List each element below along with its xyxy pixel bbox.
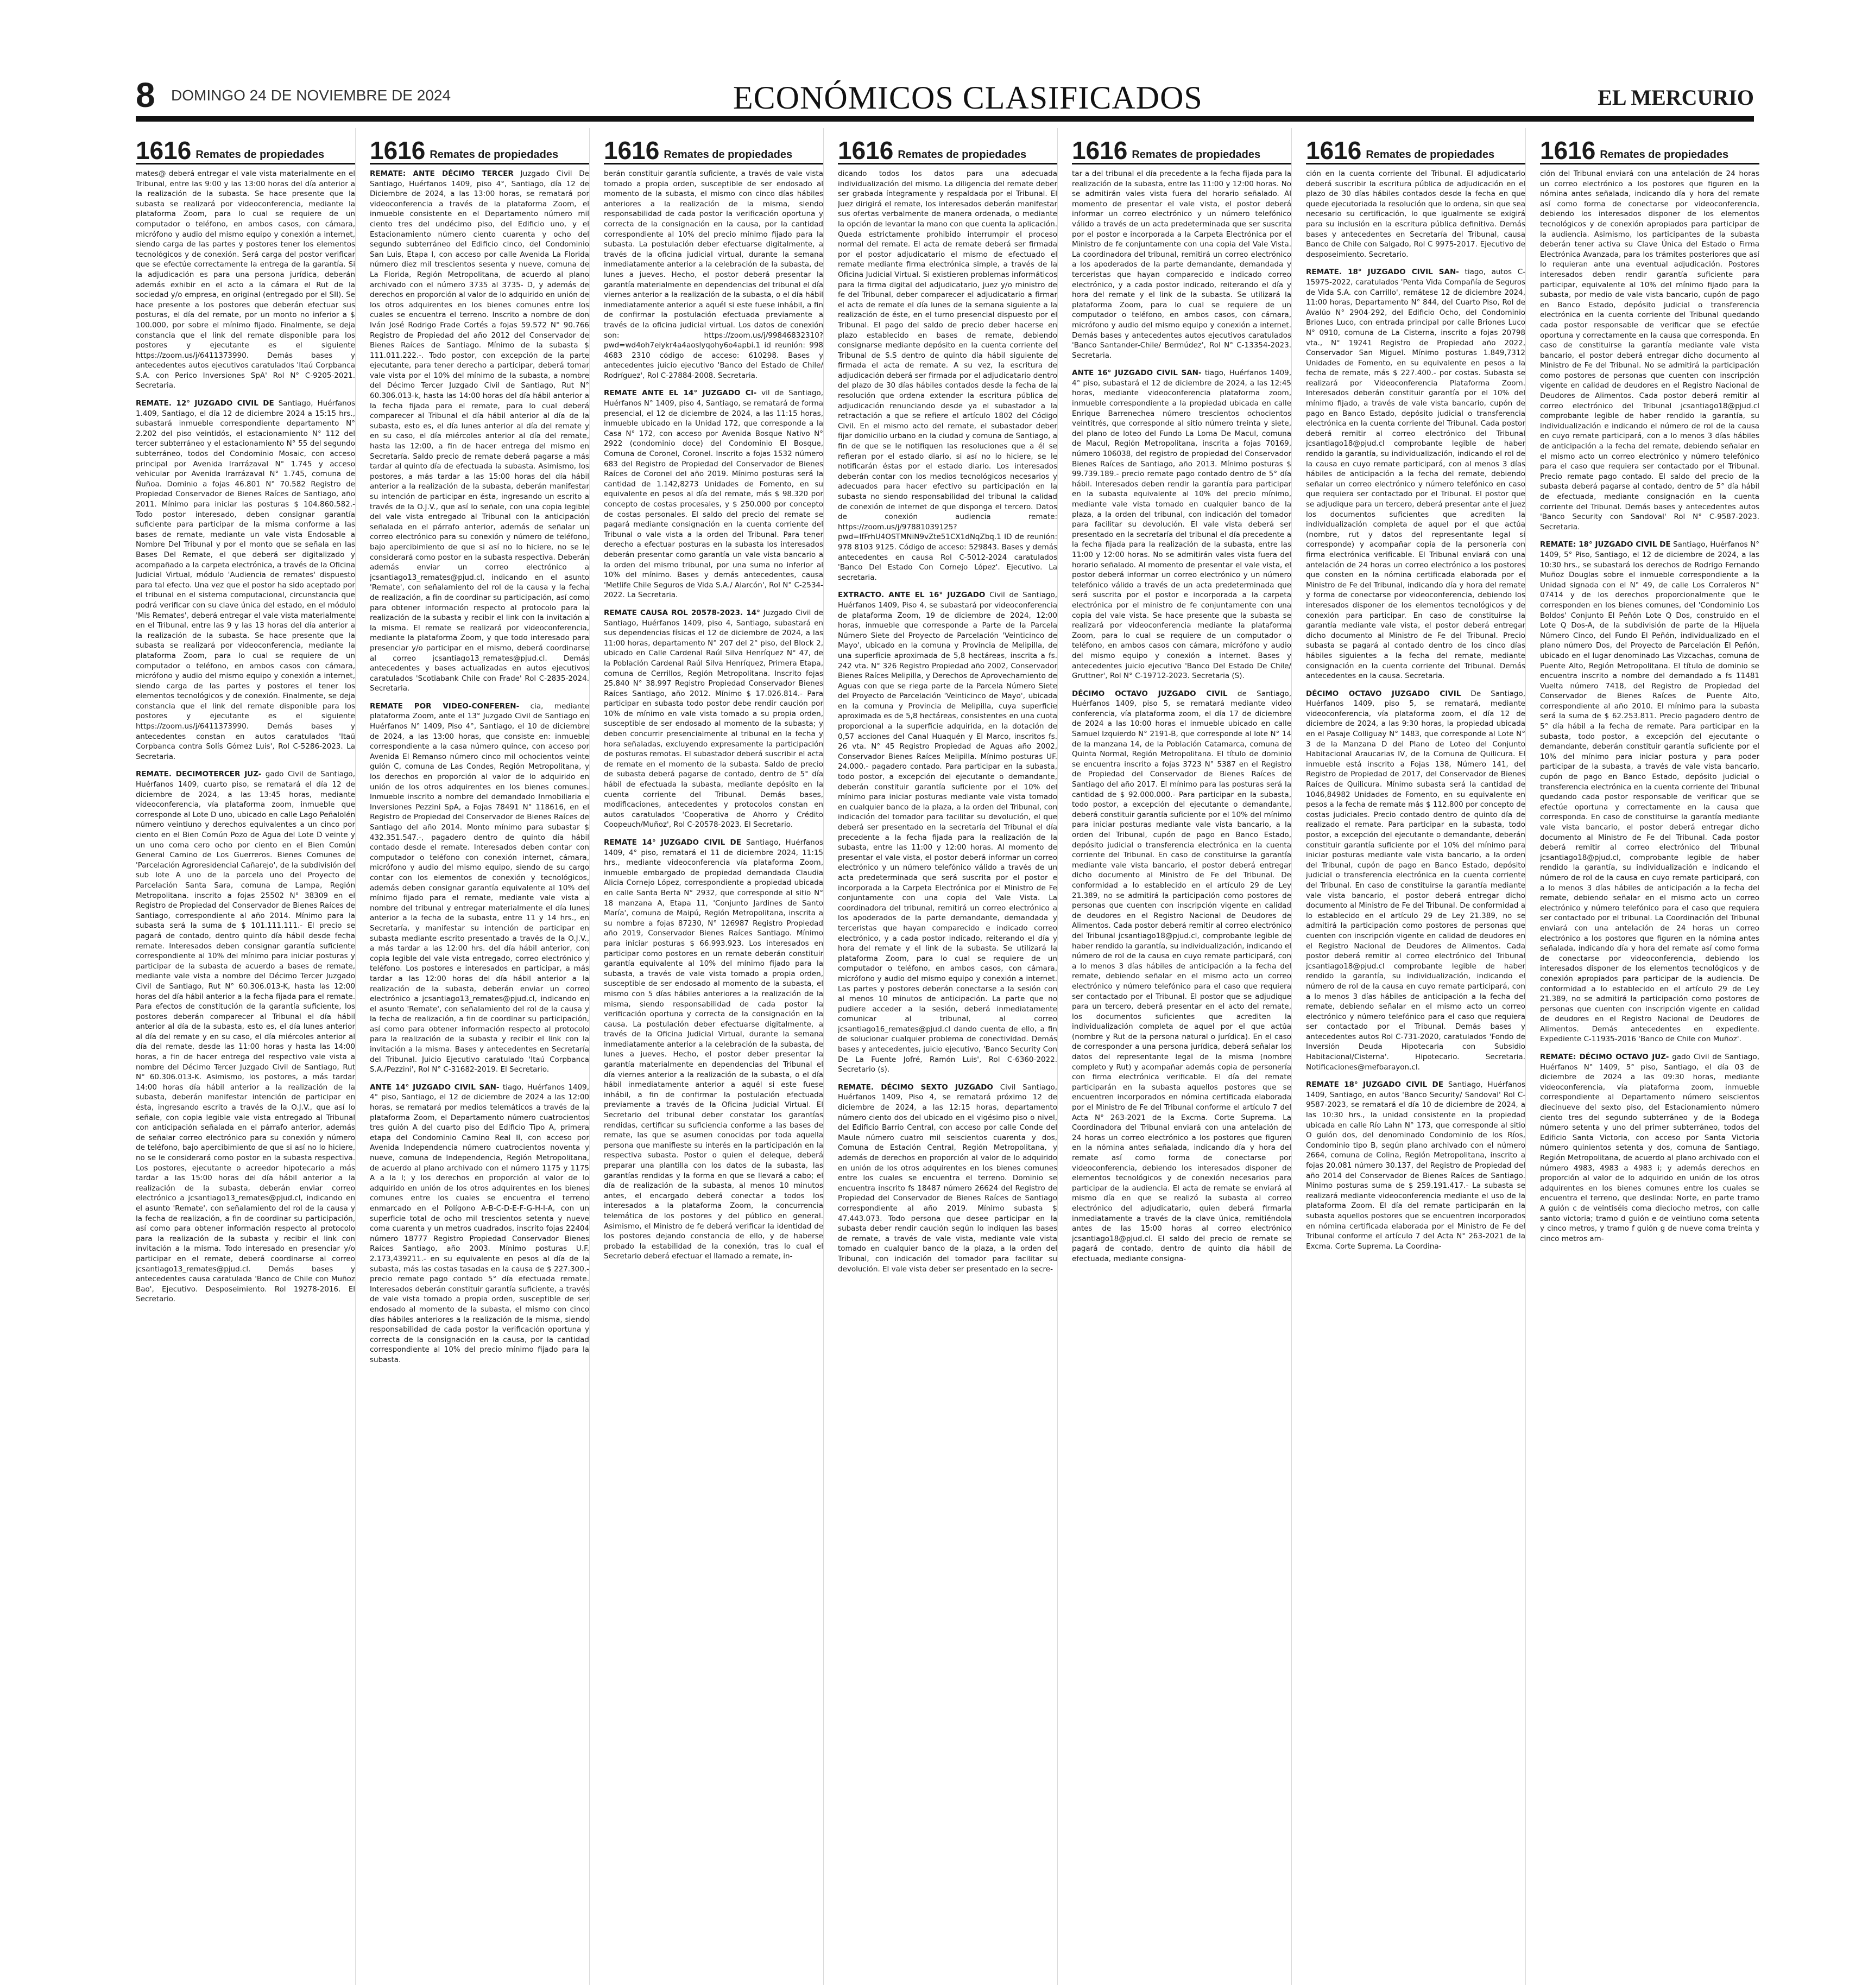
ad-body: cia, mediante plataforma Zoom, ante el 13° Juzgado Civil de Santiago en Huérfanos N° 1409, Piso 4°, Santiago, el 10 de diciembre de 2024, a las 13:00 horas, que consiste en: inmueble correspondiente a la casa número quince, con acceso por Avenida El Remanso número cinco mil ochocientos veinte guión C, comuna de Las Condes, Región Metropolitana, y los derechos en proporción al valor de lo adquirido en unión de los otros adquirentes en los bienes comunes. Inmueble inscrito a nombre del demandado Inmobiliaria e Inversiones Pezzini SpA, a Fojas 78491 N° 118616, en el Registro de Propiedad del Conservador de Bienes Raíces de Santiago del año 2014. Monto mínimo para subastar $ 432.351.547.-, pagadero dentro de quinto día hábil contado desde el remate. Interesados deben contar con computador o teléfono con conexión internet, cámara, micrófono y audio del mismo equipo, siendo de su cargo contar con los elementos de conexión y tecnológicos, además deben consignar garantía equivalente al 10% del mínimo fijado para el remate, mediante vale vista a nombre del tribunal y entregar materialmente el día lunes anterior a la fecha de la subasta, entre 11 y 14 hrs., en Secretaría, y manifestar su intención de participar en subasta mediante escrito presentado a través de la O.J.V., a más tardar a las 12:00 hrs. del día hábil anterior, con copia legible del vale vista entregado, correo electrónico y teléfono. Los postores e interesados en participar, a más tardar a las 12:00 horas del día hábil anterior a la realización de la subasta, deberán enviar un correo electrónico a jcsantiago13_remates@pjud.cl, indicando en el asunto 'Remate', con señalamiento del rol de la causa y la fecha de realización, a fin de coordinar su participación, así como para obtener información respecto al protocolo para la realización de la subasta y recibir el link con la invitación a la misma. Bases y antecedentes en Secretaría del Tribunal. Juicio Ejecutivo caratulado 'Itaú Corpbanca S.A./Pezzini', Rol N° C-31682-2019. El Secretario. xyxy=(370,701,590,1074)
classified-ad xyxy=(370,1082,589,1365)
column-header xyxy=(136,128,355,164)
ad-body: Juzgado Civil de Santiago, Huérfanos 1409, piso 4, Santiago, subastará en sus dependencias físicas el 12 de diciembre de 2024, a las 11:00 horas, departamento N° 207 del 2° piso, del Block 2, ubicado en Calle Cardenal Raúl Silva Henríquez N° 47, de la Población Cardenal Raúl Silva Henríquez, Primera Etapa, comuna de Cerrillos, Región Metropolitana. Inscrito fojas 25.840 N° 38.997 Registro Propiedad Conservador Bienes Raíces Santiago, año 2012. Mínimo $ 17.026.814.- Para participar en subasta todo postor debe rendir caución por 10% de mínimo en vale vista tomado a su propia orden, susceptible de ser endosado al momento de la subasta; y deben concurrir presencialmente al tribunal en la fecha y hora señaladas, excluyendo expresamente la participación de posturas remotas. El subastador deberá suscribir el acta de remate en el momento de la subasta. Saldo de precio de subasta deberá pagarse de contado, dentro de 5° día hábil de efectuada la subasta, mediante depósito en la cuenta corriente del Tribunal. Demás bases, modificaciones, antecedentes y protocolos constan en autos caratulados 'Cooperativa de Ahorro y Crédito Coopeuch/Muñoz', Rol C-20578-2023. El Secretario. xyxy=(604,608,824,830)
classified-ad xyxy=(136,169,355,391)
section-label: Remates de propiedades xyxy=(1366,149,1495,161)
section-code: 1616 xyxy=(1072,136,1128,164)
newspaper-brand: EL MERCURIO xyxy=(1598,85,1754,110)
column-header xyxy=(370,128,589,164)
ad-body: ción en la cuenta corriente del Tribunal. El adjudicatario deberá suscribir la escritura pública de adjudicación en el plazo de 30 días hábiles contados desde la fecha en que quede ejecutoriada la resolución que lo ordena, sin que sea necesario su certificación, lo que igualmente se exigirá para su inclusión en la escritura pública definitiva. Demás bases y antecedentes en Secretaría del Tribunal, causa Banco de Chile con Salgado, Rol C 9975-2017. Ejecutivo de desposeimiento. Secretario. xyxy=(1306,169,1525,259)
ad-body: Civil de Santiago, Huérfanos 1409, Piso 4, se subastará por videoconferencia de plataforma Zoom, 19 de diciembre de 2024, 12:00 horas, inmueble que corresponde a Parte de la Parcela Número Siete del Proyecto de Parcelación 'Veinticinco de Mayo', ubicado en la comuna y Provincia de Melipilla, de una superficie aproximada de 5,8 hectáreas, inscrita a fs. 242 vta. N° 326 Registro Propiedad año 2002, Conservador Bienes Raíces Melipilla, y Derechos de Aprovechamiento de Aguas con que se riega parte de la Parcela Número Siete del Proyecto de Parcelación 'Veinticinco de Mayo', ubicada en la comuna y Provincia de Melipilla, cuya superficie aproximada es de 5,8 hectáreas, consistentes en una cuota proporcional a la superficie adquirida, en la dotación de 0,57 acciones del Canal Huaquén y El Marco, inscritos fs. 26 vta. N° 45 Registro Propiedad de Aguas año 2002, Conservador Bienes Raíces Melipilla. Mínimo posturas UF. 24.000.- pagadero contado. Para participar en la subasta, todo postor, a excepción del ejecutante o demandante, deberán constituir garantía suficiente por el 10% del mínimo para iniciar posturas mediante vale vista tomado en cualquier banco de la plaza, a la orden del Tribunal, con indicación del tomador para facilitar su devolución, el que deberá ser presentado en la secretaría del Tribunal el día precedente a la fecha fijada para la realización de la subasta, entre las 11:00 y 12:00 horas. Al momento de presentar el vale vista, el postor deberá informar un correo electrónico y un número telefónico válido a través de un acta predeterminada que será suscrita por el postor e incorporada a la Carpeta Electrónica por el Ministro de Fe conjuntamente con una copia del Vale Vista. La coordinadora del tribunal, remitirá un correo electrónico a los apoderados de la parte demandante, demandada y terceristas que hayan comparecido e indicado correo electrónico, y a cada postor indicado, reiterando el día y hora del remate y el link de la subasta. Se utilizará la plataforma Zoom, para lo cual se requiere de un computador o teléfono, en ambos casos, con cámara, micrófono y audio del mismo equipo y conexión a internet. Las partes y postores deberán conectarse a la sesión con al menos 10 minutos de anticipación. La parte que no pudiere acceder a la sesión, deberá inmediatamente comunicar al tribunal, al correo jcsantiago16_remates@pjud.cl dando cuenta de ello, a fin de solucionar cualquier problema de conectividad. Demás bases y antecedentes, juicio ejecutivo, 'Banco Security Con De La Fuente Jofré, Ramón Luis', Rol C-6360-2022. Secretario (s). xyxy=(838,591,1057,1074)
ad-body: gado Civil de Santiago, Huérfanos 1409, cuarto piso, se rematará el día 12 de diciembre de 2024, a las 13:45 horas, mediante videoconferencia, vía plataforma zoom, inmueble que corresponde al Lote D uno, ubicado en calle Lago Peñalolén número veintiuno y derechos equivalentes a un cinco por ciento en el Bien Común Pozo de Agua del Lote D veinte y un uno coma cero ocho por ciento en el Bien Común General Camino de Los Guerreros. Bienes Comunes de 'Parcelación Agroresidencial Cañarejo', de la subdivisión del sub lote A uno de la parcela uno del Proyecto de Parcelación Santa Sara, comuna de Lampa, Región Metropolitana. inscrito a fojas 25502 N° 38309 en el Registro de Propiedad del Conservador de Bienes Raíces de Santiago, correspondiente al año 2014. Mínimo para la subasta será la suma de $ 101.111.111.- El precio se pagará de contado, dentro quinto día hábil desde fecha remate. Interesados deben consignar garantía suficiente correspondiente al 10% del mínimo para iniciar posturas y participar de la subasta de acuerdo a bases de remate, mediante vale vista a nombre del Décimo Tercer Juzgado Civil de Santiago, Rut N° 60.306.013-K, hasta las 12:00 horas del día hábil anterior a la fecha fijada para el remate. Para efectos de constitución de la garantía suficiente, los postores deberán comparecer al Tribunal el día hábil anterior al día de la subasta, esto es, el día lunes anterior al día del remate y en su caso, el día miércoles anterior al día del remate, desde las 11:00 horas y hasta las 14:00 horas, a fin de hacer entrega del respectivo vale vista a nombre del Décimo Tercer Juzgado Civil de Santiago, Rut N° 60.306.013-K. Asimismo, los postores, a más tardar 14:00 horas día hábil anterior a la realización de la subasta, deberán manifestar intención de participar en ésta, ingresando escrito a través de la O.J.V., que así lo señale, con copia legible vale vista entregado al Tribunal con anticipación señalada en el párrafo anterior, además de señalar correo electrónico para su conexión y número de teléfono, bajo apercibimiento de que si así no lo hiciere, no se le considerará como postor en la subasta respectiva. Los postores, ejecutante o acreedor hipotecario a más tardar a las 15:00 horas del día hábil anterior a la realización de la subasta, deberán enviar correo electrónico a jcsantiago13_remates@pjud.cl, indicando en el asunto 'Remate', con señalamiento del rol de la causa y la fecha de realización, a fin de coordinar su participación, así como para obtener información respecto al protocolo para la realización de la subasta y recibir el link con invitación a la misma. Todo interesado en presenciar y/o participar en el remate, deberá coordinarse al correo jcsantiago13_remates@pjud.cl. Demás bases y antecedentes causa caratulada 'Banco de Chile con Muñoz Bao', Ejecutivo. Desposeimiento. Rol 19278-2016. El Secretario. xyxy=(136,770,355,1304)
classified-ad xyxy=(136,398,355,762)
ad-heading: ANTE 16° JUZGADO CIVIL SAN- xyxy=(1072,369,1202,378)
section-code: 1616 xyxy=(1540,136,1596,164)
ad-heading: REMATE 14° JUZGADO CIVIL DE xyxy=(604,838,741,847)
ad-heading: REMATE 18° JUZGADO CIVIL DE xyxy=(1306,1080,1443,1090)
ad-heading: REMATE: 18° JUZGADO CIVIL DE xyxy=(1540,540,1671,549)
section-code: 1616 xyxy=(370,136,426,164)
section-title: ECONÓMICOS CLASIFICADOS xyxy=(733,80,1203,116)
page-date: DOMINGO 24 DE NOVIEMBRE DE 2024 xyxy=(171,87,451,104)
classified-ad xyxy=(1306,169,1525,259)
ad-body: tiago, Huérfanos 1409, 4° piso, subastará el 12 de diciembre de 2024, a las 12:45 horas, mediante videoconferencia plataforma zoom, inmueble correspondiente a la propiedad ubicada en calle Enrique Barrenechea número trescientos ochocientos veintitrés, que corresponde al sitio número treinta y siete, del plano de loteo del Fundo La Loma De Macul, comuna de Macul, Región Metropolitana, inscrita a fojas 70169, número 106038, del registro de propiedad del Conservador Bienes Raíces de Santiago, año 2013. Mínimo posturas $ 99.739.189.- precio remate pago contado dentro de 5° día hábil. Interesados deben rendir la garantía para participar en la subasta equivalente al 10% del precio mínimo, mediante vale vista tomado en cualquier banco de la plaza, a la orden del tribunal, con indicación del tomador para facilitar su devolución. El vale vista deberá ser presentado en la secretaría del tribunal el día precedente a la fecha fijada para la realización de la subasta, entre las 11:00 y 12:00 horas. No se admitirán vales vista fuera del horario señalado. Al momento de presentar el vale vista, el postor deberá informar un correo electrónico y un número telefónico válido a través de un acta predeterminada que será suscrita por el postor e incorporada a la carpeta electrónica por el ministro de fe conjuntamente con una copia del vale vista. Se hace presente que la subasta se realizará por videoconferencia mediante la plataforma Zoom, para lo cual se requiere de un computador o teléfono, en ambos casos con cámara, micrófono y audio del mismo equipo y conexión a internet. Bases y antecedentes juicio ejecutivo 'Banco Del Estado De Chile/ Gruttner', Rol N° C-19712-2023. Secretaria (S). xyxy=(1072,369,1292,681)
ad-heading: EXTRACTO. ANTE EL 16° JUZGADO xyxy=(838,591,986,600)
ad-heading: REMATE: ANTE DÉCIMO TERCER xyxy=(370,169,514,178)
section-label: Remates de propiedades xyxy=(664,149,793,161)
column-1 xyxy=(136,128,356,1985)
classified-ad xyxy=(370,701,589,1075)
masthead xyxy=(136,75,1754,118)
section-code: 1616 xyxy=(838,136,894,164)
classified-columns xyxy=(136,128,1759,1985)
section-code: 1616 xyxy=(136,136,192,164)
ad-body: Santiago, Huérfanos 1409, Santiago, en autos 'Banco Security/ Sandoval' Rol C-9587-2023, se rematará el día 10 de diciembre de 2024, a las 10:30 hrs., la unidad consistente en la propiedad ubicada en calle Río Lahn N° 173, que corresponde al sitio O guión dos, del denominado Condominio de los Ríos, Condominio tipo B, según plano archivado con el número 2664, comuna de Colina, Región Metropolitana, inscrito a fojas 20.081 número 30.137, del Registro de Propiedad del año 2014 del Conservador de Bienes Raíces de Santiago. Mínimo posturas suma de $ 259.191.417.- La subasta se realizará mediante videoconferencia mediante el uso de la plataforma Zoom. El día del remate participarán en la subasta aquellos postores que se encuentren incorporados en nómina certificada elaborada por el Ministro de Fe del Tribunal conforme el artículo 7 del Acta N° 263-2021 de la Excma. Corte Suprema. La Coordina- xyxy=(1306,1080,1525,1251)
section-label: Remates de propiedades xyxy=(1600,149,1729,161)
ad-body: Santiago, Huérfanos 1.409, Santiago, el día 12 de diciembre 2024 a 15:15 hrs., subastará inmueble correspondiente departamento N° 2.202 del piso veintidós, el estacionamiento N° 112 del tercer subterráneo y el estacionamiento N° 55 del segundo subterráneo, todos del Condominio Mosaic, con acceso principal por Avenida Irarrázaval N° 1.745 y acceso vehicular por Avenida Irarrázaval N° 1.745, comuna de Ñuñoa. Dominio a fojas 46.801 N° 70.582 Registro de Propiedad Conservador de Bienes Raíces de Santiago, año 2011. Mínimo para iniciar las posturas $ 104.860.582.- Todo postor interesado, deben consignar garantía suficiente para participar de la misma conforme a las bases de remate, mediante un vale vista Endosable a Nombre Del Tribunal y por el monto que se señala en las Bases Del Remate, el que deberá ser digitalizado y acompañado a la carpeta electrónica, a través de la Oficina Judicial Virtual, módulo 'Audiencia de remates' dispuesto para tal efecto. Una vez que el postor ha sido aceptado por el tribunal en el sistema computacional, circunstancia que podrá verificar con su clave única del estado, en el módulo 'Mis Remates', deberá entregar el vale vista materialmente en el Tribunal, entre las 9 y las 13 horas del día anterior a la realización de la subasta. Se hace presente que la subasta se realizará por videoconferencia, mediante la plataforma Zoom, para lo cual se requiere de un computador o teléfono, en ambos casos con cámara, micrófono y audio del mismo equipo y conexión a internet, siendo carga de las partes y postores el tener los elementos tecnológicos y de conexión. Finalmente, se deja constancia que el link del remate disponible para los postores y ejecutante es el siguiente https://zoom.us/j/6411373990. Demás bases y antecedentes constan en autos caratulados 'Itaú Corpbanca contra Solís Gómez Luis', Rol C-5286-2023. La Secretaria. xyxy=(136,399,355,761)
classified-ad xyxy=(604,388,823,600)
ad-heading: REMATE. DECIMOTERCER JUZ- xyxy=(136,770,262,779)
ad-body: mates@ deberá entregar el vale vista materialmente en el Tribunal, entre las 9:00 y las 13:00 horas del día anterior a la realización de la subasta. Se hace presente que la subasta se realizará por videoconferencia, mediante la plataforma Zoom, para lo cual se requiere de un computador o teléfono, en ambos casos, con cámara, micrófono y audio del mismo equipo y conexión a internet, siendo carga de las partes y postores tener los elementos tecnológicos y de conexión. Será carga del postor verificar que se efectúe correctamente la entrega de la garantía. Si la adjudicación es para una persona jurídica, deberán además exhibir en el acto a la cámara el Rut de la sociedad y/o empresa, en original (entregado por el SII). Se hace presente a los postores que deberán efectuar sus posturas, el día del remate, por un monto no inferior a $ 100.000, por sobre el mínimo fijado. Finalmente, se deja constancia que el link del remate disponible para los postores y ejecutante es el siguiente https://zoom.us/j/6411373990. Demás bases y antecedentes autos ejecutivos caratulados 'Itaú Corpbanca S.A. con Perico Inversiones SpA' Rol N° C-9205-2021. Secretaria. xyxy=(136,169,355,390)
ad-body: Santiago, Huérfanos 1409, 4° piso, rematará el 11 de diciembre 2024, 11:15 hrs., mediante videoconferencia vía plataforma Zoom, inmueble embargado de propiedad demandada Claudia Alicia Cornejo López, correspondiente a propiedad ubicada en calle Santa Berta N° 2932, que corresponde al sitio N° 18 manzana A, Etapa 11, 'Conjunto Jardines de Santo María', comuna de Maipú, Región Metropolitana, inscrita a su nombre a fojas 87230, N° 126987 Registro Propiedad año 2019, Conservador Bienes Raíces Santiago. Mínimo para iniciar posturas $ 66.993.923. Los interesados en participar como postores en un remate deberán constituir garantía equivalente al 10% del mínimo fijado para la subasta, a través de vale vista tomado a propia orden, susceptible de ser endosado al momento de la subasta, el mismo con 5 días hábiles anteriores a la realización de la misma, siendo responsabilidad de cada postor la verificación oportuna y correcta de la consignación en la causa. La postulación deber efectuarse digitalmente, a través de la Oficina Judicial Virtual, durante la semana inmediatamente anterior a la celebración de la subasta, de lunes a jueves. Hecho, el postor deber presentar la garantía materialmente en dependencias del Tribunal el día viernes anterior a la realización de la subasta, o el día hábil inmediatamente anterior a aquél si este fuese inhábil, a fin de confirmar la postulación efectuada previamente a través de la Oficina Judicial Virtual. El Secretario del tribunal deber constatar los garantías rendidas, certificar su suficiencia conforme a las bases de remate, las que se asumen conocidas por toda aquella persona que manifieste su interés en la participación en la respectiva subasta. Postor o quien el deleque, deberá preparar una plantilla con los datos de la subasta, las garantías rendidas y la forma en que se llevará a cabo; el día de realización de la subasta, al menos 10 minutos antes, el encargado deberá conectar a todos los interesados a la plataforma Zoom, la concurrencia telemática de los postores y del público en general. Asimismo, el Ministro de fe deberá verificar la identidad de los postores dejando constancia de ello, y de haberse probado la estabilidad de la conexión, tras lo cual el Secretario deberá efectuar el llamado a remate, in- xyxy=(604,838,823,1261)
ad-body: Civil Santiago, Huérfanos 1409, Piso 4, se rematará próximo 12 de diciembre de 2024, a las 12:15 horas, departamento número ciento dos del ubicado en el vigésimo piso o nivel, del Edificio Barrio Central, con acceso por calle Conde del Maule número cuatro mil seiscientos cuarenta y dos, Comuna de Estación Central, Región Metropolitana, y además de derechos en proporción al valor de lo adquirido en unión de los otros adquirentes en los bienes comunes entre los cuales se encuentra el terreno. Dominio se encuentra inscrito fs 18487 número 26624 del Registro de Propiedad del Conservador de Bienes Raíces de Santiago correspondiente al año 2019. Mínimo subasta $ 47.443.073. Todo persona que desee participar en la subasta deber rendir caución según lo indiquen las bases de remate, a través de vale vista, mediante vale vista tomado en cualquier banco de la plaza, a la orden del Tribunal, con indicación del tomador para facilitar su devolución. El vale vista deber ser presentado en la secre- xyxy=(838,1082,1057,1274)
classified-ad xyxy=(1072,689,1291,1264)
column-header xyxy=(1540,128,1759,164)
classified-ad xyxy=(838,169,1057,583)
ad-heading: DÉCIMO OCTAVO JUZGADO CIVIL xyxy=(1072,689,1228,698)
ad-heading: REMATE: DÉCIMO OCTAVO JUZ- xyxy=(1540,1053,1669,1062)
ad-body: Juzgado Civil De Santiago, Huérfanos 1409, piso 4°, Santiago, día 12 de Diciembre de 2024, a las 13:00 horas, se rematará por videoconferencia a través de la plataforma Zoom, el inmueble consistente en el Departamento número mil ciento tres del undécimo piso, del Edificio uno, y el Estacionamiento número ciento cuarenta y ocho del segundo subterráneo del Edificio cinco, del Condominio San Luis, Etapa I, con acceso por calle Avenida La Florida número diez mil trescientos sesenta y nueve, comuna de La Florida, Región Metropolitana, de acuerdo al plano archivado con el número 3735 al 3735- D, y además de derechos en proporción al valor de lo adquirido en unión de los otros adquirentes en los bienes comunes entre los cuales se encuentra el terreno. Inscrito a nombre de don Iván José Rodrigo Frade Cortés a fojas 59.572 N° 90.766 Registro de Propiedad del año 2012 del Conservador de Bienes Raíces de Santiago. Mínimo de la subasta $ 111.011.222.-. Todo postor, con excepción de la parte ejecutante, para tener derecho a participar, deberá tomar vale vista por el 10% del mínimo de la subasta, a nombre del Décimo Tercer Juzgado Civil de Santiago, Rut N° 60.306.013-k, hasta las 14:00 horas del día hábil anterior a la fecha fijada para el remate, para lo cual deberá comparecer al Tribunal el día hábil anterior al día de la subasta, esto es, el día lunes anterior al día del remate y en su caso, el día miércoles anterior al día del remate, hasta las 12:00, a fin de hacer entrega del mismo en Secretaría. Saldo precio de remate deberá pagarse a más tardar al quinto día de efectuada la subasta. Asimismo, los postores, a más tardar a las 15:00 horas del día hábil anterior a la realización de la subasta, deberán manifestar su intención de participar en ésta, ingresando un escrito a través de la O.J.V., que así lo señale, con una copia legible del vale vista entregado al Tribunal con la anticipación señalada en el párrafo anterior, además de señalar un correo electrónico para su conexión y número de teléfono, bajo apercibimiento de que si así no lo hiciere, no se le considerará como postor en la subasta respectiva. Deberán además enviar un correo electrónico a jcsantiago13_remates@pjud.cl, indicando en el asunto 'Remate', con señalamiento del rol de la causa y la fecha de realización, a fin de coordinar su participación, así como para obtener información respecto al protocolo para la realización de la subasta y recibir el link con la invitación a la misma. El remate se realizará por videoconferencia, mediante la plataforma Zoom, y que todo interesado para presenciar y/o participar en el mismo, deberá coordinarse al correo jcsantiago13_remates@pjud.cl. Demás antecedentes y bases actualizadas en autos ejecutivos caratulados 'Scotiabank Chile con Frade' Rol C-2835-2024. Secretaria. xyxy=(370,169,589,693)
ad-heading: REMATE. 18° JUZGADO CIVIL SAN- xyxy=(1306,268,1459,277)
classified-ad xyxy=(838,590,1057,1075)
column-header xyxy=(838,128,1057,164)
ad-body: vil de Santiago, Huérfanos N° 1409, piso 4, Santiago, se rematará de forma presencial, el 12 de diciembre de 2024, a las 11:15 horas, inmueble ubicado en la Unidad 172, que corresponde a la Casa N° 172, con acceso por Avenida Bosque Nativo N° 2922 (condominio doce) del Condominio El Bosque, Comuna de Coronel, Coronel. Inscrito a fojas 1532 número 683 del Registro de Propiedad del Conservador de Bienes Raíces de Coronel del año 2019. Mínimo posturas será la cantidad de 1.142,8273 Unidades de Fomento, en su equivalente en pesos al día del remate, más $ 98.320 por concepto de costas procesales, y $ 250.000 por concepto de costas personales. El saldo del precio del remate se pagará mediante consignación en la cuenta corriente del Tribunal o vale vista a la orden del Tribunal. Para tener derecho a efectuar posturas en la subasta los interesados deberán presentar como garantía un vale vista bancario a la orden del mismo tribunal, por una suma no inferior al 10% del mínimo. Bases y demás antecedentes, causa 'Metlife Chile Seguros de Vida S.A./ Alarcón', Rol N° C-2534-2022. La Secretaria. xyxy=(604,389,823,600)
section-code: 1616 xyxy=(1306,136,1362,164)
ad-heading: REMATE. DÉCIMO SEXTO JUZGADO xyxy=(838,1082,993,1092)
section-label: Remates de propiedades xyxy=(195,149,325,161)
classified-ad xyxy=(136,769,355,1304)
ad-body: tiago, Huérfanos 1409, 4° piso, Santiago, el 12 de diciembre de 2024 a las 12:00 horas, se rematará por medios telemáticos a través de la plataforma Zoom, el Departamento número cuatrocientos tres guión A del cuarto piso del Edificio Tipo A, primera etapa del Condominio Camino Real II, con acceso por Avenida Independencia número cuatrocientos noventa y nueve, comuna de Independencia, Región Metropolitana, de acuerdo al plano archivado con el número 1175 y 1175 A a la I; y los derechos en proporción al valor de lo adquirido en unión de los otros adquirentes en los bienes comunes entre los cuales se encuentra el terreno enmarcado en el Polígono A-B-C-D-E-F-G-H-I-A, con un superficie total de ocho mil trescientos setenta y nueve coma cuarenta y un metros cuadrados, inscrito fojas 22404 número 18777 Registro Propiedad Conservador Bienes Raíces Santiago, año 2003. Mínimo posturas U.F. 2.173,439211.- en su equivalente en pesos al día de la subasta, más las costas tasadas en la causa de $ 227.300.- precio remate pago contado 5° día efectuada remate. Interesados deberán constituir garantía suficiente, a través de vale vista tomado a propia orden, susceptible de ser endosado al momento de la subasta, el mismo con cinco días hábiles anteriores a la realización de la misma, siendo responsabilidad de cada postor la verificación oportuna y correcta de la consignación en la causa, por la cantidad correspondiente al 10% del precio mínimo fijado para la subasta. xyxy=(370,1082,590,1364)
ad-heading: REMATE CAUSA ROL 20578-2023. 14° xyxy=(604,608,760,617)
ad-heading: REMATE ANTE EL 14° JUZGADO CI- xyxy=(604,389,757,398)
classified-ad xyxy=(1540,169,1759,532)
classified-ad xyxy=(370,169,589,694)
classified-ad xyxy=(1540,540,1759,1044)
ad-body: berán constituir garantía suficiente, a través de vale vista tomado a propia orden, susceptible de ser endosado al momento de la subasta, el mismo con cinco días hábiles anteriores a la realización de la misma, siendo responsabilidad de cada postor la verificación oportuna y correcta de la consignación en la causa, por la cantidad correspondiente al 10% del precio mínimo fijado para la subasta. La postulación deber efectuarse digitalmente, a través de la oficina judicial virtual, durante la semana inmediatamente anterior a la celebración de la subasta, de lunes a jueves. Hecho, el postor deberá presentar la garantía materialmente en dependencias del tribunal el día viernes anterior a la realización de la subasta, o el día hábil inmediatamente anterior a aquél si este fuese inhábil, a fin de confirmar la postulación efectuada previamente a través de la oficina judicial virtual. Los datos de conexión son: https://zoom.us/j/99846832310?pwd=wd4oh7eiykr4a4aoslyqohy6o4apbi.1 id reunión: 998 4683 2310 código de acceso: 610298. Bases y antecedentes juicio ejecutivo 'Banco del Estado de Chile/ Rodríguez', Rol C-27884-2008. Secretaria. xyxy=(604,169,823,380)
section-label: Remates de propiedades xyxy=(898,149,1027,161)
classified-ad xyxy=(1306,1080,1525,1251)
ad-body: De Santiago, Huérfanos 1409, piso 5, se rematará, mediante videoconferencia, vía plataforma zoom, el día 12 de diciembre de 2024, a las 9:30 horas, la propiedad ubicada en el Pasaje Colliguay N° 1483, que corresponde al Lote N° 3 de la Manzana D del Plano de Loteo del Conjunto Habitacional Araucarias IV, de la Comuna de Quilicura. El inmueble está inscrito a Fojas 138, Número 141, del Registro de Propiedad de 2017, del Conservador de Bienes Raíces de Quilicura. Mínimo subasta será la cantidad de 1046,84982 Unidades de Fomento, en su equivalente en pesos a la fecha de remate más $ 112.800 por concepto de costas judiciales. Precio contado dentro de quinto día de realizado el remate. Para participar en la subasta, todo postor, a excepción del ejecutante o demandante, deberán constituir garantía suficiente por el 10% del mínimo para iniciar posturas mediante vale vista bancario, a la orden del Tribunal, cupón de pago en Banco Estado, depósito judicial o transferencia electrónica en la cuenta corriente del Tribunal. En caso de constituirse la garantía mediante vale vista bancario, el postor deberá entregar dicho documento al Ministro de Fe del Tribunal. De conformidad a lo establecido en el artículo 29 de Ley 21.389, no se admitirá la participación como postores de personas que cuenten con inscripción vigente en calidad de deudores en el Registro Nacional de Deudores de Alimentos. Cada postor deberá remitir al correo electrónico del Tribunal jcsantiago18@pjud.cl comprobante legible de haber rendido la garantía, su individualización, indicando el número de rol de la causa en cuyo remate participará, con a lo menos 3 días hábiles de anticipación a la fecha del remate, debiendo señalar en el mismo acto un correo electrónico y número telefónico para el caso que requiera ser contactado por el Tribunal. Demás bases y antecedentes autos Rol C-731-2020, caratulados 'Fondo de Inversión Deuda Hipotecaria con Subsidio Habitacional/Cisterna'. Hipotecario. Secretaria. Notificaciones@mefbarayon.cl. xyxy=(1306,689,1525,1072)
classified-ad xyxy=(1306,267,1525,681)
masthead-rule xyxy=(136,116,1754,122)
classified-ad xyxy=(604,608,823,830)
column-5 xyxy=(1072,128,1292,1985)
ad-body: gado Civil de Santiago, Huérfanos N° 1409, 5° piso, Santiago, el día 03 de diciembre de 2024 a las 09:30 horas, mediante videoconferencia, vía plataforma zoom, inmueble correspondiente al Departamento número seiscientos diecinueve del sexto piso, del Estacionamiento número ciento tres del segundo subterráneo y de la Bodega número setenta y uno del primer subterráneo, todos del Edificio Santa Victoria, con acceso por Santa Victoria número quinientos setenta y dos, comuna de Santiago, Región Metropolitana, de acuerdo al plano archivado con el número 4983, 4983 a 4983 i; y además derechos en proporción al valor de lo adquirido en unión de los otros adquirentes en los bienes comunes entre los cuales se encuentra el terreno, que deslinda: Norte, en parte tramo A guión c de veintiséis coma dieciocho metros, con calle santo victoria; tramo d guión e de veintiuno coma setenta y cinco metros, y tramo f guión g de nueve coma treinta y cinco metros am- xyxy=(1540,1053,1759,1243)
column-7 xyxy=(1540,128,1759,1985)
column-header xyxy=(604,128,823,164)
classified-ad xyxy=(1540,1052,1759,1244)
page-number: 8 xyxy=(136,75,155,115)
column-4 xyxy=(838,128,1058,1985)
classified-ad xyxy=(1306,689,1525,1073)
ad-heading: DÉCIMO OCTAVO JUZGADO CIVIL xyxy=(1306,689,1461,698)
column-header xyxy=(1072,128,1291,164)
column-header xyxy=(1306,128,1525,164)
ad-body: Santiago, Huérfanos N° 1409, 5° Piso, Santiago, el 12 de diciembre de 2024, a las 10:30 hrs., se subastará los derechos de Rodrigo Fernando Muñoz Douglas sobre el inmueble correspondiente a la Unidad signada con el N° 49, de calle Los Corraleros N° 07414 y de los derechos proporcionalmente que le corresponden en los bienes comunes, del 'Condominio Los Boldos' Conjunto El Peñón Lote Q Dos, construido en el Lote Q Dos-A, de la subdivisión de parte de la Hijuela Número Cinco, del Fundo El Peñón, individualizado en el plano número Dos, del Proyecto de Parcelación El Peñón, ubicado en el lugar denominado Las Vizcachas, comuna de Puente Alto, Región Metropolitana. El título de dominio se encuentra inscrito a nombre del demandado a fs 11481 Vuelta número 7418, del Registro de Propiedad del Conservador de Bienes Raíces de Puente Alto, correspondiente al año 2010. El mínimo para la subasta será la suma de $ 62.253.811. Precio pagadero dentro de 5° día hábil a la fecha de remate. Para participar en la subasta, todo postor, a excepción del ejecutante o demandante, deberán constituir garantía suficiente por el 10% del mínimo para iniciar postura y para poder participar de la subasta, a través de vale vista bancario, cupón de pago en Banco Estado, depósito judicial o transferencia electrónica en la cuenta corriente del Tribunal quedando cada postor responsable de verificar que se efectúe oportuna y correctamente en la causa que corresponda. En caso de constituirse la garantía mediante vale vista bancario, el postor deberá entregar dicho documento al Ministro de Fe del Tribunal. Cada postor deberá remitir al correo electrónico del Tribunal jcsantiago18@pjud.cl, comprobante legible de haber rendido la garantía, su individualización e indicando el número de rol de la causa en cuyo remate participará, con a lo menos 3 días hábiles de anticipación a la fecha del remate, debiendo señalar en el mismo acto un correo electrónico y número telefónico para el caso que requiera ser contactado por el tribunal. La Coordinación del Tribunal enviará con una antelación de 24 horas un correo electrónico a los postores que figuren en la nómina antes señalada, indicando día y hora del remate así como forma de conectarse por videoconferencia, debiendo los interesados disponer de los elementos tecnológicos y de conexión apropiados para participar de la audiencia. De conformidad a lo establecido en el artículo 29 de Ley 21.389, no se admitirá la participación como postores de personas que cuenten con inscripción vigente en calidad de deudores en el Registro Nacional de Deudores de Alimentos. Demás antecedentes en expediente. Expediente C-11935-2016 'Banco de Chile con Muñoz'. xyxy=(1540,540,1759,1044)
ad-body: dicando todos los datos para una adecuada individualización del mismo. La diligencia del remate deber ser grabada íntegramente y respaldada por el Tribunal. El Juez dirigirá el remate, los interesados deberán manifestar sus ofertas verbalmente de manera ordenada, o mediante la opción de levantar la mano con que cuenta la aplicación. Queda estrictamente prohibido interrumpir el proceso normal del remate. El acta de remate deberá ser firmada por el postor adjudicatario el mismo de efectuado el remate mediante firma electrónica simple, a través de la Oficina Judicial Virtual. Si existieren problemas informáticos para la firma digital del adjudicatario, juez y/o ministro de fe del Tribunal, deber comparecer el adjudicatario a firmar el acta de remate el día lunes de la semana siguiente a la realización de éste, en el turno presencial dispuesto por el Tribunal. El pago del saldo de precio deber hacerse en plazo establecido en bases de remate, debiendo consignarse mediante depósito en la cuenta corriente del Tribunal de S.S dentro de quinto día hábil siguiente de firmada el acta de remate. A su vez, la escritura de adjudicación deberá ser firmada por el adjudicatario dentro del plazo de 30 días hábiles contados desde la fecha de la resolución que ordena extender la escritura pública de adjudicación renunciando desde ya el subastador a la retractación a que se refiere el artículo 1802 del Código Civil. En el mismo acto del remate, el subastador deber fijar domicilio urbano en la ciudad y comuna de Santiago, a fin de que se le notifiquen las resoluciones que a él se refieran por el estado diario, si así no lo hiciere, se le notificarán éstas por el estado diario. Los interesados deberán contar con los medios tecnológicos necesarios y adecuados para hacer efectivo su participación en la subasta no siendo responsabilidad del tribunal la calidad de conexión de internet de que disponga el tercero. Datos de conexión audiencia remate: https://zoom.us/j/97881039125?pwd=IfFrhU4OSTMNiN9vZte51CX1dNqZbq.1 ID de reunión: 978 8103 9125. Código de acceso: 529843. Bases y demás antecedentes en causa Rol C-5012-2024 caratulados 'Banco Del Estado Con Cornejo López'. Ejecutivo. La secretaria. xyxy=(838,169,1057,582)
ad-heading: ANTE 14° JUZGADO CIVIL SAN- xyxy=(370,1082,500,1092)
classified-ad xyxy=(604,838,823,1262)
section-code: 1616 xyxy=(604,136,660,164)
ad-heading: REMATE POR VIDEO-CONFEREN- xyxy=(370,701,520,711)
section-label: Remates de propiedades xyxy=(430,149,559,161)
ad-body: tiago, autos C-15975-2022, caratulados 'Penta Vida Compañía de Seguros de Vida S.A. con Carrillo', remátese 12 de diciembre 2024, 11:00 horas, Departamento N° 844, del Cuarto Piso, Rol de Avalúo N° 2904-292, del Edificio Ocho, del Condominio Briones Luco, con entrada principal por calle Briones Luco N° 0910, comuna de La Cisterna, inscrito a fojas 20798 vta., N° 19241 Registro de Propiedad año 2022, Conservador San Miguel. Mínimo posturas 1.849,7312 Unidades de Fomento, en su equivalente en pesos a la fecha de remate, más $ 227.400.- por costas. Subasta se realizará por Videoconferencia Plataforma Zoom. Interesados deberán constituir garantía por el 10% del mínimo fijado, a través de vale vista bancario, cupón de pago en Banco Estado, depósito judicial o transferencia electrónica en la cuenta corriente del Tribunal. Cada postor deberá remitir al correo electrónico del Tribunal jcsantiago18@pjud.cl comprobante legible de haber rendido la garantía, su individualización, indicando el rol de la causa en cuyo remate participará, con al menos 3 días hábiles de anticipación a la fecha del remate, debiendo señalar un correo electrónico y número telefónico en caso que requiera ser contactado por el Tribunal. El postor que se adjudique para un tercero, deberá presentar ante el juez los documentos suficientes que acrediten la individualización completa de aquel por el que actúa (nombre, rut y datos del representante legal si corresponde) y acompañar copia de la personería con firma electrónica verificable. El Tribunal enviará con una antelación de 24 horas un correo electrónico a los postores que consten en la nómina certificada elaborada por el Ministro de Fe del Tribunal, indicando día y hora del remate y forma de conectarse por videoconferencia, debiendo los interesados disponer de los elementos tecnológicos y de conexión para participar. En caso de constituirse la garantía mediante vale vista, el postor deberá entregar dicho documento al Ministro de Fe del Tribunal. Precio subasta se pagará al contado dentro de los cinco días hábiles siguientes a la fecha del remate, mediante consignación en la cuenta corriente del Tribunal. Demás antecedentes en la causa. Secretaria. xyxy=(1306,268,1525,681)
classified-ad xyxy=(838,1082,1057,1274)
column-3 xyxy=(604,128,824,1985)
ad-body: tar a del tribunal el día precedente a la fecha fijada para la realización de la subasta, entre las 11:00 y 12:00 horas. No se admitirán vales vista fuera del horario señalado. Al momento de presentar el vale vista, el postor deberá informar un correo electrónico y un número telefónico válido a través de un acta predeterminada que ser suscrita por el postor e incorporada a la Carpeta Electrónica por el Ministro de fe conjuntamente con una copia del Vale Vista. La coordinadora del tribunal, remitirá un correo electrónico a los apoderados de la parte demandante, demandada y terceristas que hayan comparecido e indicado correo electrónico, y a cada postor indicado, reiterando el día y hora del remate y el link de la subasta. Se utilizará la plataforma Zoom, para lo cual se requiere de un computador o teléfono, en ambos casos, con cámara, micrófono y audio del mismo equipo y conexión a internet. Demás bases y antecedentes autos ejecutivos caratulados 'Banco Santander-Chile/ Bermúdez', Rol N° C-13354-2023. Secretaria. xyxy=(1072,169,1291,360)
classified-ad xyxy=(1072,368,1291,681)
column-6 xyxy=(1306,128,1526,1985)
ad-heading: REMATE. 12° JUZGADO CIVIL DE xyxy=(136,399,274,408)
classified-ad xyxy=(1072,169,1291,360)
ad-body: ción del Tribunal enviará con una antelación de 24 horas un correo electrónico a los postores que figuren en la nómina antes señalada, indicando día y hora del remate así como forma de conectarse por videoconferencia, debiendo los interesados disponer de los elementos tecnológicos y de conexión apropiados para participar de la audiencia. Asimismo, los participantes de la subasta deberán tener activa su Clave Única del Estado o Firma Electrónica Avanzada, para los trámites posteriores que así lo requieran ante una eventual adjudicación. Postores interesados deben rendir garantía suficiente para participar, equivalente al 10% del mínimo fijado para la subasta, por medio de vale vista bancario, cupón de pago en Banco Estado, depósito judicial o transferencia electrónica en la cuenta corriente del Tribunal quedando cada postor responsable de verificar que se efectúe oportuna y correctamente en la causa que corresponda. En caso de constituirse la garantía mediante vale vista bancario, el postor deberá entregar dicho documento al Ministro de Fe del Tribunal. No se admitirá la participación como postores de personas que cuenten con inscripción vigente en calidad de deudores en el Registro Nacional de Deudores de Alimentos. Cada postor deberá remitir al correo electrónico del Tribunal jcsantiago18@pjud.cl comprobante legible de haber rendido la garantía, su individualización e indicando el número de rol de la causa en cuyo remate participará, con a lo menos 3 días hábiles de anticipación a la fecha del remate, debiendo señalar en el mismo acto un correo electrónico y número telefónico para el caso que requiera ser contactado por el Tribunal. Precio remate pago contado. El saldo del precio de la subasta deberá pagarse al contado, dentro de 5° día hábil de efectuada, mediante consignación en la cuenta corriente del Tribunal. Demás bases y antecedentes autos 'Banco Security con Sandoval' Rol N° C-9587-2023. Secretaria. xyxy=(1540,169,1759,531)
section-label: Remates de propiedades xyxy=(1132,149,1261,161)
ad-body: de Santiago, Huérfanos 1409, piso 5, se rematará mediante video conferencia, vía plataforma zoom, el día 17 de diciembre de 2024 a las 10:00 horas el inmueble ubicado en calle Samuel Izquierdo N° 2191-B, que corresponde al lote N° 14 de la manzana 14, de la Población Catamarca, comuna de Quinta Normal, Región Metropolitana. El título de dominio se encuentra inscrito a fojas 3723 N° 5387 en el Registro de Propiedad del Conservador de Bienes Raíces de Santiago del año 2017. El mínimo para las posturas será la cantidad de $ 92.000.000.- Para participar en la subasta, todo postor, a excepción del ejecutante o demandante, deberá constituir garantía suficiente por el 10% del mínimo para iniciar posturas mediante vale vista bancario, a la orden del Tribunal, cupón de pago en Banco Estado, depósito judicial o transferencia electrónica en la cuenta corriente del Tribunal. En caso de constituirse la garantía mediante vale vista bancario, el postor deberá entregar dicho documento al Ministro de Fe del Tribunal. De conformidad a lo establecido en el artículo 29 de Ley 21.389, no se admitirá la participación como postores de personas que cuenten con inscripción vigente en calidad de deudores en el Registro Nacional de Deudores de Alimentos. Cada postor deberá remitir al correo electrónico del Tribunal jcsantiago18@pjud.cl, comprobante legible de haber rendido la garantía, su individualización, indicando el número de rol de la causa en cuyo remate participará, con a lo menos 3 días hábiles de anticipación a la fecha del remate, debiendo señalar en el mismo acto un correo electrónico y número telefónico para el caso que requiera ser contactado por el Tribunal. El postor que se adjudique para un tercero, deberá presentar en el acto del remate, los documentos suficientes que acrediten la individualización completa de aquel por el que actúa (nombre y Rut de la persona natural o jurídica). En el caso de corresponder a una persona jurídica, deberá señalar los datos del representante legal de la misma (nombre completo y Rut) y acompañar además copia de personería con firma electrónica verificable. El día del remate participarán en la subasta aquellos postores que se encuentren incorporados en nómina certificada elaborada por el Ministro de Fe del Tribunal conforme el artículo 7 del Acta N° 263-2021 de la Excma. Corte Suprema. La Coordinadora del Tribunal enviará con una antelación de 24 horas un correo electrónico a los postores que figuren en la nómina antes señalada, indicando día y hora del remate así como forma de conectarse por videoconferencia, debiendo los interesados disponer de elementos tecnológicos y de conexión necesarios para participar de la audiencia. El acta de remate se enviará al mismo día en que se realizó la subasta al correo electrónico del adjudicatario, quien deberá firmarla inmediatamente a través de la clave única, remitiéndola antes de las 15:00 horas al correo electrónico jcsantiago18@pjud.cl. El saldo del precio de remate se pagará de contado, dentro de quinto día hábil de efectuada, mediante consigna- xyxy=(1072,689,1291,1263)
column-2 xyxy=(370,128,590,1985)
classified-ad xyxy=(604,169,823,381)
